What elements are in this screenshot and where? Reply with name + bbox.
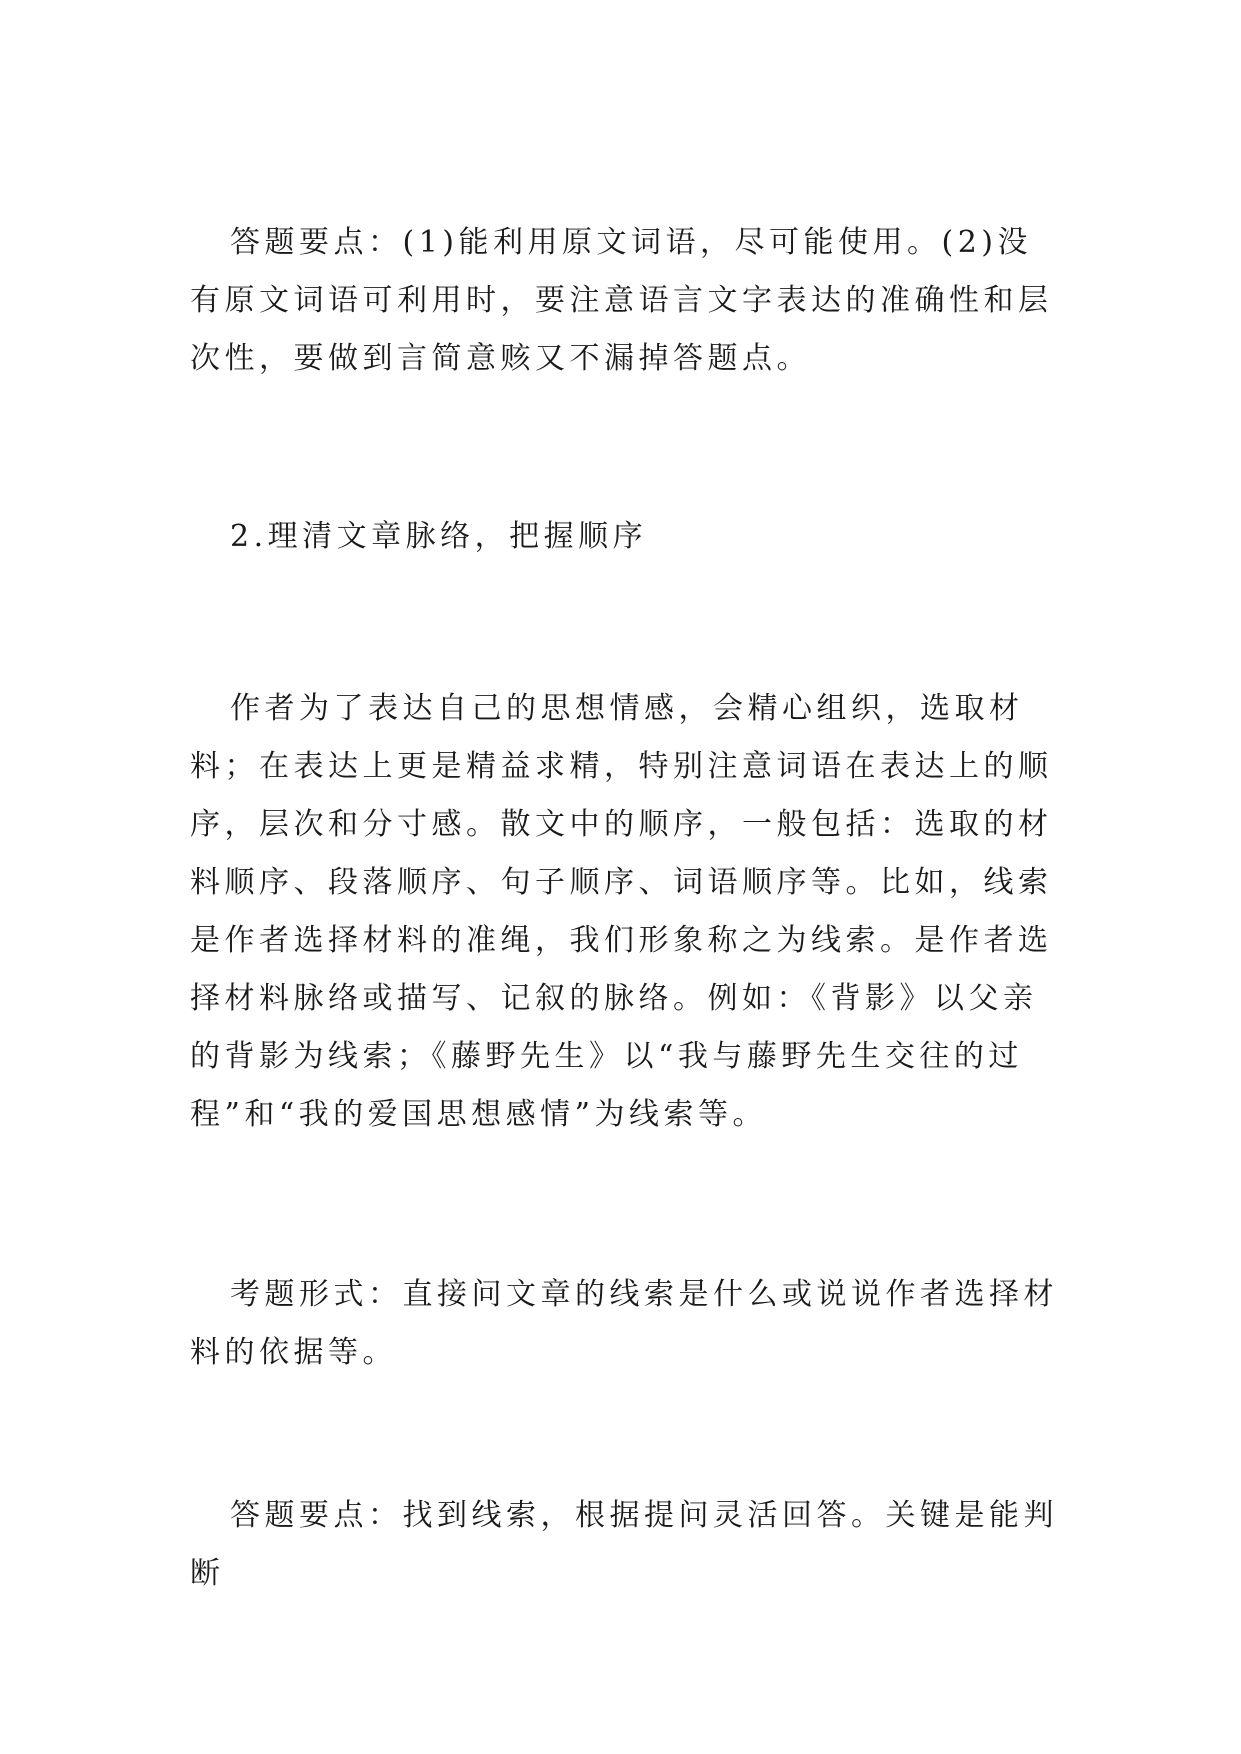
answer-points-paragraph: 答题要点：(1)能利用原文词语，尽可能使用。(2)没有原文词语可利用时，要注意语言文字表达的准确性和层次性，要做到言简意赅又不漏掉答题点。	[190, 225, 1053, 376]
answer-points-paragraph-2: 答题要点：找到线索，根据提问灵活回答。关键是能判断	[190, 1498, 1058, 1591]
question-form-paragraph: 考题形式：直接问文章的线索是什么或说说作者选择材料的依据等。	[190, 1277, 1058, 1370]
body-paragraph: 作者为了表达自己的思想情感，会精心组织，选取材料；在表达上更是精益求精，特别注意词语在表达上的顺序，层次和分寸感。散文中的顺序，一般包括：选取的材料顺序、段落顺序、句子顺序、词语顺序等。比如，线索是作者选择材料的准绳，我们形象称之为线索。是作者选择材料脉络或描写、记叙的脉络。例如：《背影》以父亲的背影为线索；《藤野先生》以“我与藤野先生交往的过程”和“我的爱国思想感情”为线索等。	[190, 691, 1053, 1132]
section-heading: 2.理清文章脉络，把握顺序	[230, 519, 648, 554]
